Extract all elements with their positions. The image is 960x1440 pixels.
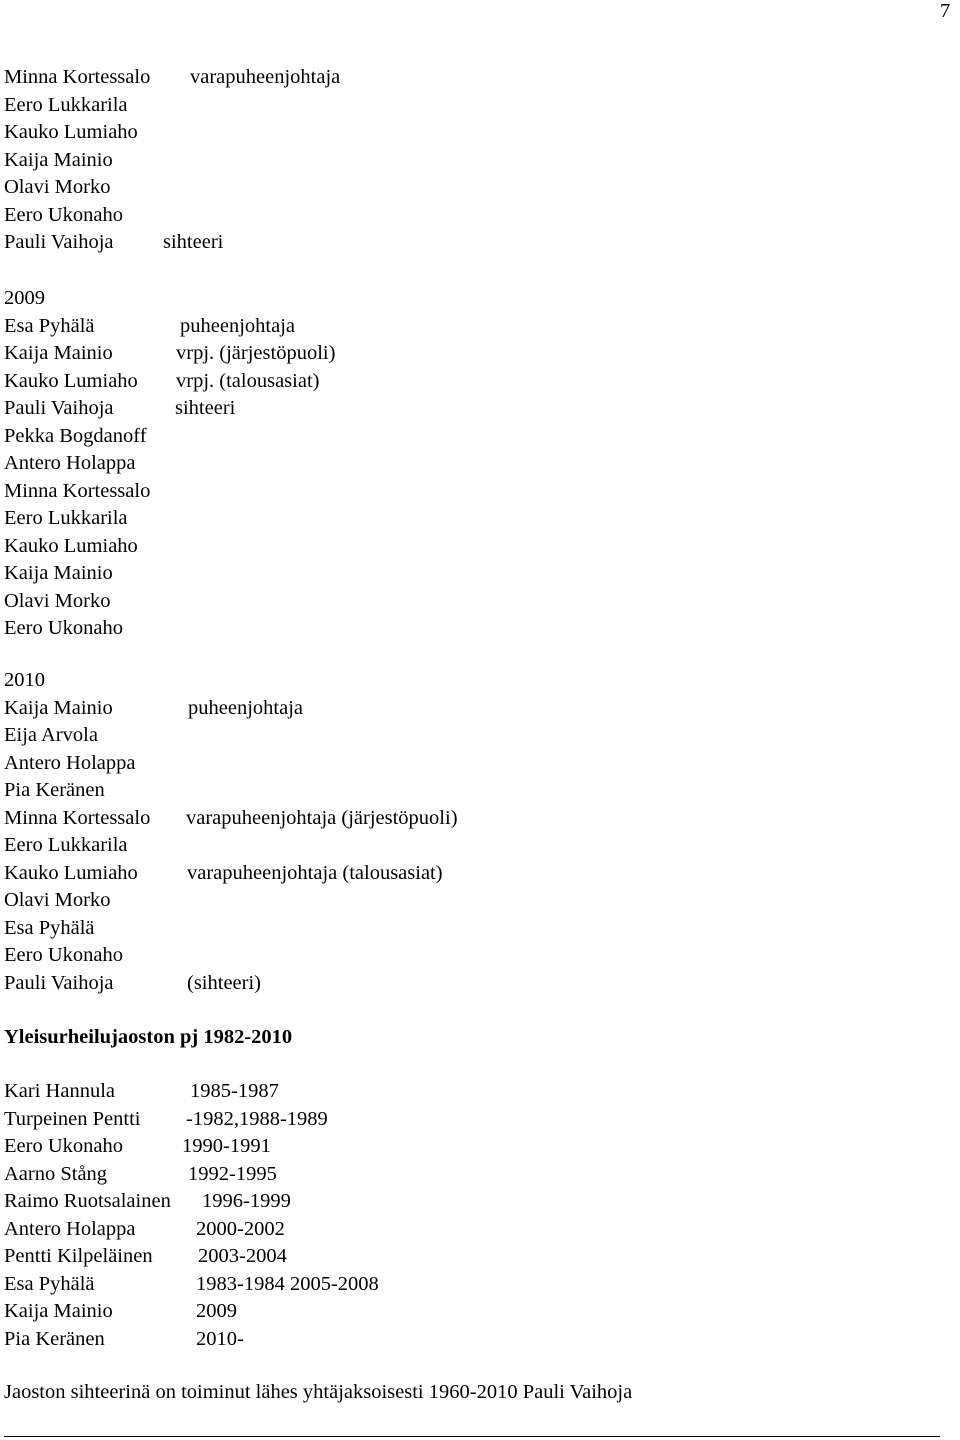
board-member-row [4, 915, 944, 943]
member-name: Esa Pyhälä [4, 916, 95, 939]
board-member-row [4, 970, 944, 998]
board-member-row [4, 887, 944, 915]
board-member-row [4, 478, 944, 506]
member-name: Kaija Mainio [4, 562, 113, 584]
board-member-row [4, 147, 944, 175]
member-name: Esa Pyhälä [4, 314, 95, 337]
member-name: Minna Kortessalo [4, 66, 151, 88]
board-member-row [4, 202, 944, 230]
member-name: Minna Kortessalo [4, 479, 151, 502]
chair-row [4, 1188, 944, 1216]
chair-years: 1996-1999 [202, 1190, 291, 1212]
member-name: Pekka Bogdanoff [4, 424, 147, 447]
chair-row [4, 1161, 944, 1189]
chair-name: Pia Keränen [4, 1327, 105, 1350]
closing-paragraph [4, 1379, 944, 1407]
page-number: 7 [940, 0, 951, 22]
member-name: Kaija Mainio [4, 148, 113, 171]
year-heading [4, 285, 944, 313]
board-member-row [4, 860, 944, 888]
member-role: sihteeri [175, 397, 236, 419]
member-role: varapuheenjohtaja (talousasiat) [187, 861, 443, 884]
chair-row [4, 1298, 944, 1326]
chair-row [4, 1326, 944, 1354]
chair-years: 2010- [196, 1327, 244, 1350]
board-2010-section [4, 667, 944, 997]
member-name: Olavi Morko [4, 889, 111, 911]
board-member-row [4, 777, 944, 805]
member-name: Olavi Morko [4, 589, 111, 612]
member-name: Eero Ukonaho [4, 617, 123, 639]
board-member-row [4, 533, 944, 561]
member-name: Kauko Lumiaho [4, 861, 138, 884]
chair-name: Pentti Kilpeläinen [4, 1245, 153, 1267]
member-name: Minna Kortessalo [4, 806, 151, 829]
board-member-row [4, 119, 944, 147]
member-name: Kauko Lumiaho [4, 369, 138, 392]
board-member-row [4, 505, 944, 533]
member-role: varapuheenjohtaja (järjestöpuoli) [186, 806, 458, 829]
member-name: Olavi Morko [4, 176, 111, 198]
board-member-row [4, 64, 944, 92]
chair-years: 1992-1995 [188, 1162, 277, 1185]
year-label: 2009 [4, 287, 45, 309]
board-member-row [4, 560, 944, 588]
board-member-row [4, 423, 944, 451]
chair-name: Antero Holappa [4, 1217, 136, 1240]
board-member-row [4, 832, 944, 860]
board-member-row [4, 588, 944, 616]
chair-name: Aarno Stång [4, 1162, 108, 1185]
member-name: Kauko Lumiaho [4, 534, 138, 557]
board-member-row [4, 722, 944, 750]
chair-years: 2009 [196, 1300, 237, 1322]
board-2009-section [4, 285, 944, 643]
board-member-row [4, 450, 944, 478]
member-name: Eero Ukonaho [4, 944, 123, 966]
board-member-row [4, 695, 944, 723]
member-role: sihteeri [163, 231, 224, 253]
chair-years: 1983-1984 2005-2008 [196, 1272, 379, 1295]
member-name: Eero Ukonaho [4, 203, 123, 226]
board-member-row [4, 615, 944, 643]
chair-years: -1982,1988-1989 [186, 1107, 328, 1130]
board-member-row [4, 368, 944, 396]
year-heading [4, 667, 944, 695]
athletics-chairs-section [4, 1024, 944, 1052]
chair-row [4, 1271, 944, 1299]
board-member-row [4, 313, 944, 341]
member-name: Eero Lukkarila [4, 834, 128, 856]
chair-name: Eero Ukonaho [4, 1135, 123, 1157]
board-member-row [4, 340, 944, 368]
section-heading [4, 1024, 944, 1052]
chair-years: 2003-2004 [198, 1245, 287, 1267]
chair-row [4, 1106, 944, 1134]
chair-years: 1985-1987 [190, 1080, 279, 1102]
member-name: Antero Holappa [4, 452, 136, 474]
athletics-chairs-list [4, 1078, 944, 1353]
chair-years: 1990-1991 [182, 1135, 271, 1157]
footer-divider [4, 1436, 940, 1437]
chair-row [4, 1216, 944, 1244]
member-role: puheenjohtaja [180, 314, 295, 337]
chair-name: Kaija Mainio [4, 1300, 113, 1322]
member-name: Kaija Mainio [4, 696, 113, 719]
member-name: Pia Keränen [4, 779, 105, 801]
board-member-row [4, 805, 944, 833]
closing-line [4, 1379, 944, 1407]
member-name: Eero Lukkarila [4, 507, 128, 529]
chair-name: Kari Hannula [4, 1080, 115, 1102]
board-member-row [4, 174, 944, 202]
member-name: Eero Lukkarila [4, 93, 128, 116]
section-heading-text: Yleisurheilujaoston pj 1982-2010 [4, 1026, 293, 1048]
member-name: Antero Holappa [4, 751, 136, 774]
board-member-row [4, 942, 944, 970]
board-member-row [4, 750, 944, 778]
member-role: vrpj. (järjestöpuoli) [176, 342, 336, 364]
chair-years: 2000-2002 [196, 1217, 285, 1240]
year-label: 2010 [4, 669, 45, 691]
chair-row [4, 1133, 944, 1161]
member-name: Eija Arvola [4, 724, 98, 746]
member-name: Kauko Lumiaho [4, 121, 138, 143]
chair-name: Raimo Ruotsalainen [4, 1190, 171, 1212]
closing-text: Jaoston sihteerinä on toiminut lähes yhtäjaksoisesti 1960-2010 Pauli Vaihoja [4, 1381, 633, 1403]
chair-name: Esa Pyhälä [4, 1272, 95, 1295]
member-role: varapuheenjohtaja [190, 66, 341, 88]
board-2008-section [4, 64, 944, 257]
board-member-row [4, 229, 944, 257]
chair-row [4, 1078, 944, 1106]
board-member-row [4, 395, 944, 423]
member-role: vrpj. (talousasiat) [176, 369, 320, 392]
member-name: Pauli Vaihoja [4, 971, 114, 994]
member-role: puheenjohtaja [188, 696, 303, 719]
board-member-row [4, 92, 944, 120]
chair-name: Turpeinen Pentti [4, 1107, 141, 1130]
chair-row [4, 1243, 944, 1271]
member-name: Pauli Vaihoja [4, 231, 114, 253]
member-role: (sihteeri) [187, 971, 261, 994]
member-name: Kaija Mainio [4, 342, 113, 364]
member-name: Pauli Vaihoja [4, 397, 114, 419]
